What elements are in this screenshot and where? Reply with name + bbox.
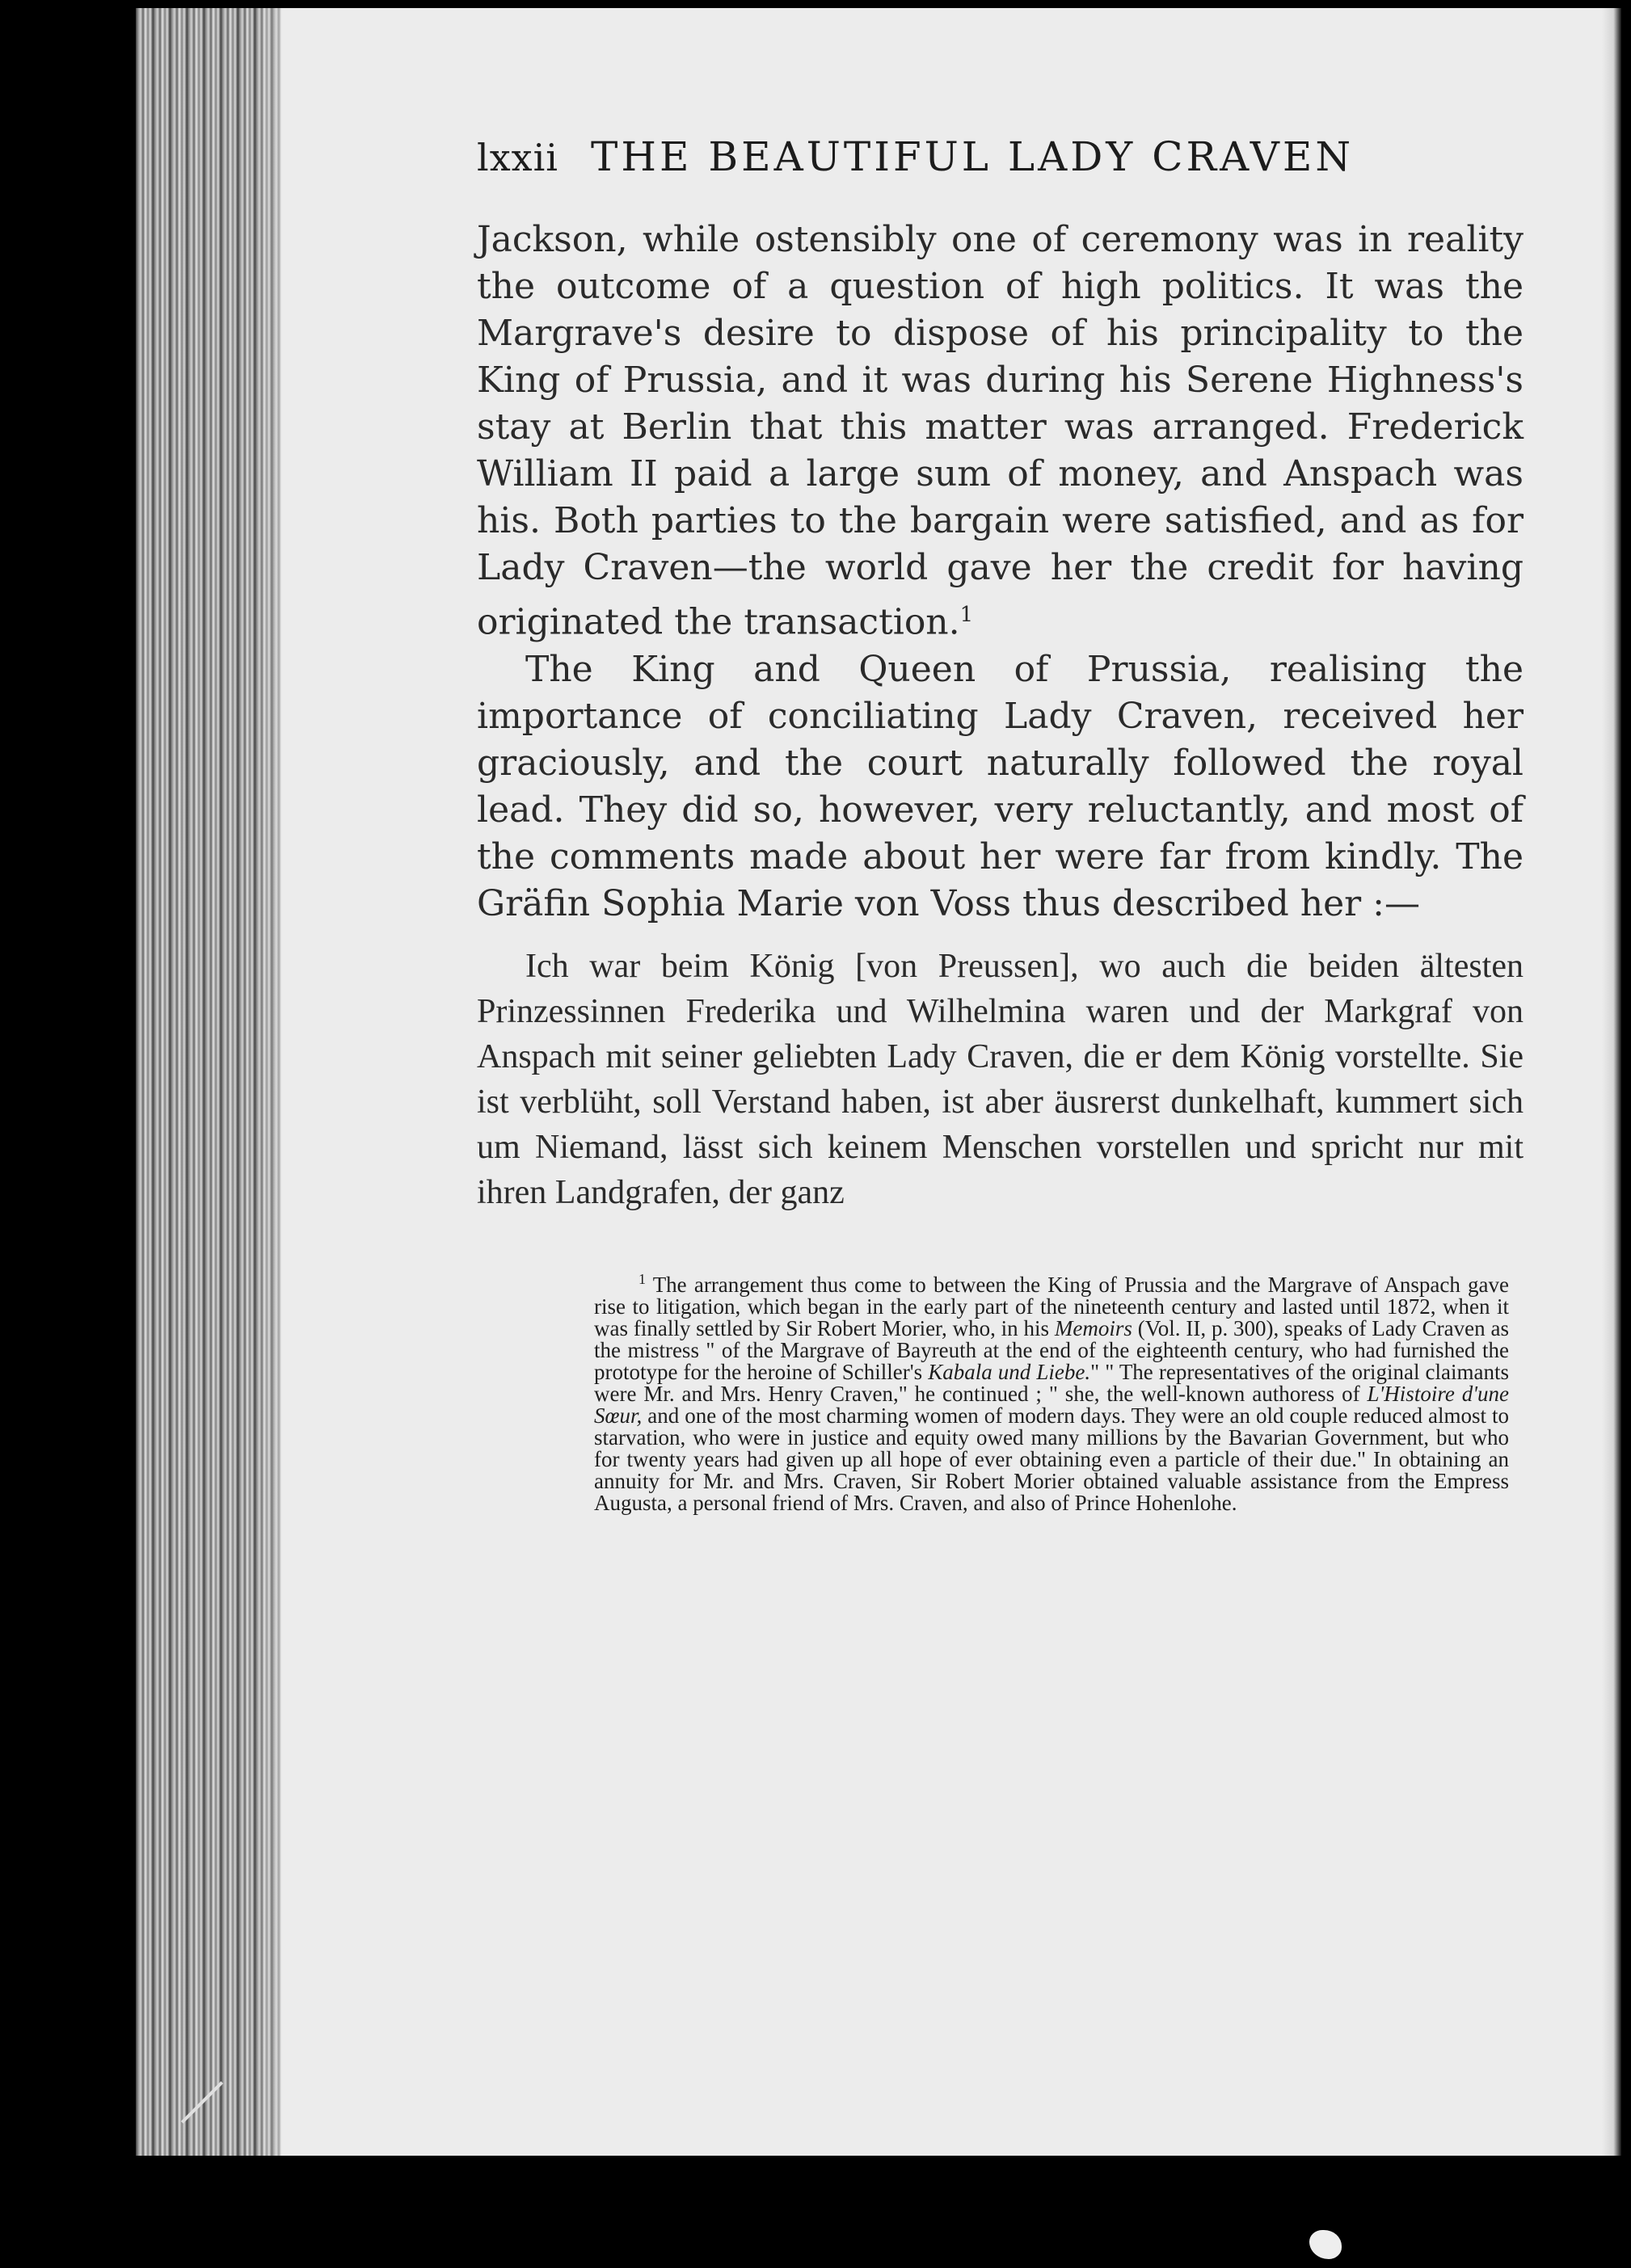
gutter-shadow — [257, 8, 306, 2156]
quote-text: Ich war beim König [von Preussen], wo auch die beiden ältesten Prinzessinnen Frederika und Wilhelmina waren und der Markgraf von Anspach mit seiner geliebten Lady Craven, die er dem König vorstellte. Sie ist verblüht, soll Verstand haben, ist aber äusrerst dunkelhaft, kummert sich um Niemand, lässt sich keinem Menschen vorstellen und spricht nur mit ihren Landgrafen, der ganz — [477, 948, 1524, 1211]
page-number: lxxii — [477, 136, 559, 179]
running-title: THE BEAUTIFUL LADY CRAVEN — [591, 133, 1355, 180]
paragraph: The King and Queen of Prussia, realising the importance of conciliating Lady Craven, received her graciously, and the court naturally followed the royal lead. They did so, however, very reluctantly, and most of the comments made about her were far from kindly. The Gräfin Sophia Marie von Voss thus described her :— — [477, 648, 1524, 924]
running-head — [477, 133, 1414, 180]
footnote-marker: 1 — [638, 1271, 646, 1287]
footnote — [594, 1269, 1509, 1514]
main-text — [477, 217, 1524, 928]
block-quote — [477, 944, 1524, 1215]
footnote-ref: 1 — [959, 603, 974, 627]
scan-artifact — [1309, 2230, 1342, 2259]
page-edge — [1602, 8, 1621, 2156]
paragraph: Jackson, while ostensibly one of ceremony was in reality the outcome of a question of high politics. It was the Margrave's desire to dispose of his principality to the King of Prussia, and it was during his Serene Highness's stay at Berlin that this matter was arranged. Frederick William II paid a large sum of money, and Anspach was his. Both parties to the bargain were satisfied, and as for Lady Craven—the world gave her the credit for having originated the transaction.$^1$ — [477, 219, 1524, 643]
footnote-text: $^1$ The arrangement thus come to between the King of Prussia and the Margrave of Anspach gave rise to litigation, which began in the early part of the nineteenth century and lasted until 1872, when it was finally settled by Sir Robert Morier, who, in his Memoirs (Vol. II, p. 300), speaks of Lady Craven as the mistress " of the Margrave of Bayreuth at the end of the eighteenth century, who had furnished the prototype for the heroine of Schiller's Kabala und Liebe." " The representatives of the original claimants were Mr. and Mrs. Henry Craven," he continued ; " she, the well-known authoress of L'Histoire d'une Sœur, and one of the most charming women of modern days. They were an old couple reduced almost to starvation, who were in justice and equity owed many millions by the Bavarian Government, but who for twenty years had given up all hope of ever obtaining even a particle of their due." In obtaining an annuity for Mr. and Mrs. Craven, Sir Robert Morier obtained valuable assistance from the Empress Augusta, a personal friend of Mrs. Craven, and also of Prince Hohenlohe. — [594, 1271, 1510, 1515]
